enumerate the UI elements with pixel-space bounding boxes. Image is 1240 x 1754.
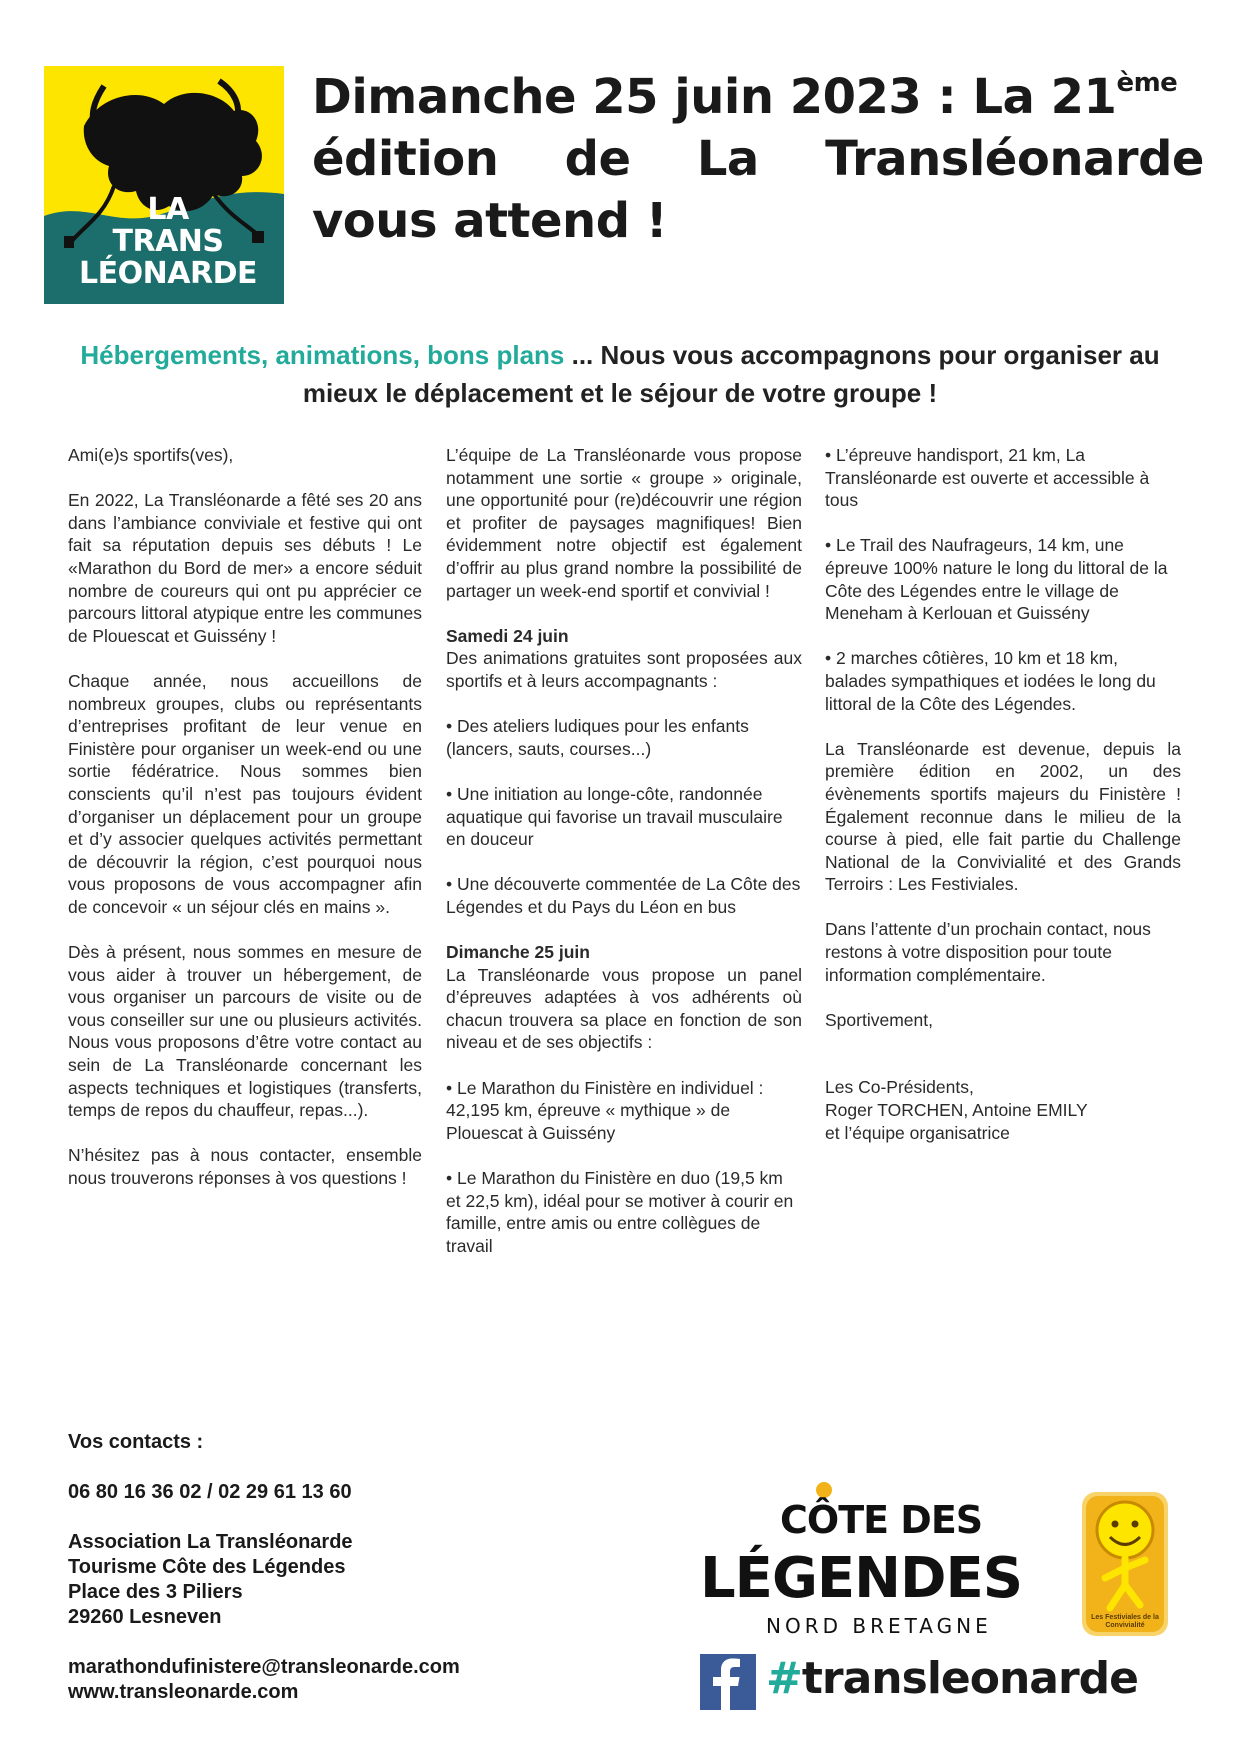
signature-line: Les Co-Présidents,	[825, 1077, 974, 1098]
logo-wordmark	[64, 194, 272, 290]
greeting: Ami(e)s sportifs(ves),	[68, 445, 234, 465]
contact-address	[68, 1530, 628, 1630]
body-column-2	[446, 444, 802, 1280]
list-item: • L’épreuve handisport, 21 km, La Transléonarde est ouverte et accessible à tous	[825, 445, 1150, 511]
body-column-3	[825, 444, 1181, 1144]
paragraph: L’équipe de La Transléonarde vous propose notamment une sortie « groupe » originale, une opportunité pour (re)découvrir une région et profiter de paysages magnifiques! Bien évidemment notre objectif est également d’offrir au plus grand nombre la possibilité de partager un week-end sportif et convivial !	[446, 445, 802, 601]
list-item: • Le Marathon du Finistère en individuel : 42,195 km, épreuve « mythique » de Plouescat à Guissény	[446, 1077, 764, 1143]
sunday-heading: Dimanche 25 juin	[446, 942, 590, 963]
logo-line-1: LA	[147, 192, 189, 227]
facebook-icon[interactable]	[700, 1654, 756, 1710]
paragraph: Dès à présent, nous sommes en mesure de vous aider à trouver un hébergement, de vous organiser un parcours de visite ou de vous conseiller sur une ou plusieurs activités. Nous vous proposons d’être votre contact au sein de La Transléonarde concernant les aspects techniques et logistiques (transferts, temps de repos du chauffeur, repas...).	[68, 942, 422, 1121]
closing: Sportivement,	[825, 1009, 933, 1030]
cote-des-legendes-logo	[700, 1482, 1060, 1642]
title-word: de	[564, 131, 631, 187]
logo-line-2: TRANS	[112, 224, 224, 259]
subtitle-accent: Hébergements, animations, bons plans	[80, 340, 565, 370]
hashtag[interactable]	[766, 1648, 1138, 1710]
list-item: • Des ateliers ludiques pour les enfants (lancers, sauts, courses...)	[446, 716, 749, 759]
contact-phones: 06 80 16 36 02 / 02 29 61 13 60	[68, 1481, 352, 1503]
list-item: • 2 marches côtières, 10 km et 18 km, balades sympathiques et iodées le long du littoral de la Côte des Légendes.	[825, 648, 1156, 714]
list-item: • Une découverte commentée de La Côte des Légendes et du Pays du Léon en bus	[446, 874, 801, 917]
saturday-heading: Samedi 24 juin	[446, 625, 569, 646]
address-line: Association La Transléonarde	[68, 1531, 353, 1553]
title-word: édition	[312, 131, 499, 187]
subtitle	[60, 336, 1180, 412]
title-superscript: ème	[1116, 68, 1178, 98]
page-title	[312, 66, 1204, 252]
partner-logo-line-2: LÉGENDES	[700, 1546, 1023, 1611]
address-line: 29260 Lesneven	[68, 1606, 222, 1628]
paragraph: Dans l’attente d’un prochain contact, nous restons à votre disposition pour toute information complémentaire.	[825, 919, 1151, 985]
title-word: Transléonarde	[825, 131, 1204, 187]
transleonarde-logo	[44, 66, 284, 304]
logo-line-3: LÉONARDE	[79, 256, 257, 291]
title-line-2	[312, 128, 1204, 190]
paragraph: N’hésitez pas à nous contacter, ensemble nous trouverons réponses à vos questions !	[68, 1145, 422, 1188]
paragraph: La Transléonarde est devenue, depuis la première édition en 2002, un des évènements sportifs majeurs du Finistère ! Également reconnue dans le milieu de la course à pied, elle fait partie du Challenge National de la Convivialité et des Grands Terroirs : Les Festiviales.	[825, 738, 1181, 895]
title-line-1	[312, 66, 1204, 128]
title-line-3: vous attend !	[312, 193, 668, 249]
title-line-1-text: Dimanche 25 juin 2023 : La 21	[312, 69, 1117, 125]
logo-dot	[816, 1482, 832, 1498]
subtitle-rest: ... Nous vous accompagnons pour organiser au mieux le déplacement et le séjour de votre groupe !	[302, 340, 1160, 408]
signature-line: Roger TORCHEN, Antoine EMILY	[825, 1100, 1088, 1121]
festiviales-label: Les Festiviales de la Convivialité	[1091, 1614, 1159, 1629]
contact-website[interactable]: www.transleonarde.com	[68, 1681, 299, 1703]
paragraph: En 2022, La Transléonarde a fêté ses 20 ans dans l’ambiance conviviale et festive qui ont fait sa réputation depuis ses débuts ! Le «Marathon du Bord de mer» a encore séduit nombre de coureurs qui ont pu apprécier ce parcours littoral atypique entre les communes de Plouescat et Guissény !	[68, 490, 422, 646]
list-item: • Le Trail des Naufrageurs, 14 km, une épreuve 100% nature le long du littoral de la Côte des Légendes entre le village de Meneham à Kerlouan et Guissény	[825, 535, 1168, 624]
list-item: • Le Marathon du Finistère en duo (19,5 km et 22,5 km), idéal pour se motiver à courir en famille, entre amis ou entre collègues de travail	[446, 1168, 794, 1256]
hashtag-text: transleonarde	[801, 1653, 1139, 1704]
signature-line: et l’équipe organisatrice	[825, 1122, 1010, 1143]
address-line: Tourisme Côte des Légendes	[68, 1556, 346, 1578]
partner-logo-line-3: NORD BRETAGNE	[766, 1614, 992, 1638]
hash-symbol: #	[766, 1653, 802, 1704]
saturday-intro: Des animations gratuites sont proposées aux sportifs et à leurs accompagnants :	[446, 648, 802, 691]
contacts-block	[68, 1430, 628, 1705]
contact-email[interactable]: marathondufinistere@transleonarde.com	[68, 1656, 460, 1678]
sunday-intro: La Transléonarde vous propose un panel d’épreuves adaptées à vos adhérents où chacun trouvera sa place en fonction de son niveau et de ses objectifs :	[446, 964, 802, 1053]
address-line: Place des 3 Piliers	[68, 1581, 243, 1603]
body-column-1	[68, 444, 422, 1212]
list-item: • Une initiation au longe-côte, randonnée aquatique qui favorise un travail musculaire en douceur	[446, 783, 783, 850]
partner-logo-line-1: CÔTE DES	[780, 1498, 983, 1542]
contacts-heading: Vos contacts :	[68, 1431, 204, 1453]
signature	[825, 1076, 1181, 1144]
title-word: La	[696, 131, 759, 187]
paragraph: Chaque année, nous accueillons de nombreux groupes, clubs ou représentants d’entreprises profitant de leur venue en Finistère pour organiser un week-end ou une sortie fédératrice. Nous sommes bien conscients qu’il n’est pas toujours évident d’organiser un déplacement pour un groupe et d’y associer quelques activités permettant de découvrir la région, c’est pourquoi nous vous proposons de vous accompagner afin de concevoir « un séjour clés en mains ».	[68, 670, 422, 917]
